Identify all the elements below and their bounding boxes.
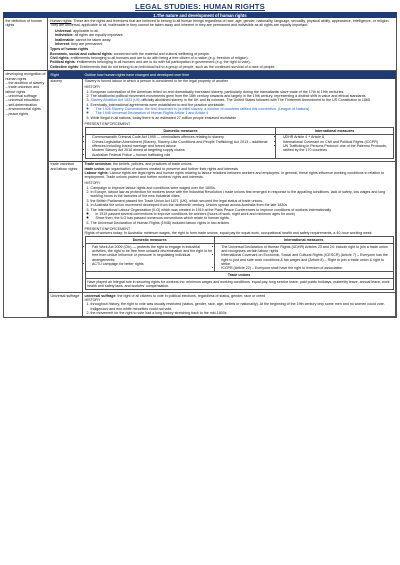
slavery-international-head: International measures <box>276 128 393 135</box>
trade-history-list <box>85 186 394 225</box>
type-item <box>50 65 394 69</box>
developing-item: – environmental rights <box>5 107 41 112</box>
definition-intro: Human rights: These are the rights and freedoms that are believed to belong to all human beings regardless of race, age, gender, nationality, language, sexuality, physical ability, appearance, intelligence, or religion. They are universal, applicable to all, inalienable in they cannot be taken away and inherent in they are permanent and indivisible as all rights are equally important. <box>50 19 390 28</box>
table-row-suffrage <box>49 292 396 316</box>
bullet-text: : they are permanent <box>69 41 103 46</box>
section-subtitle: 1.The nature and development of human rights <box>3 12 397 18</box>
bullet-text: : all rights are equally important. <box>72 33 124 38</box>
developing-left <box>4 71 48 317</box>
trade-content <box>83 161 396 292</box>
bullet-term: Universal <box>55 28 72 33</box>
definition-label: the definition of human rights <box>4 18 48 70</box>
slavery-history-sub-item: ◦ The 1926 Slavery Convention: the first document to prohibit slavery, a number of countries ratified this convention. (League of Nations) <box>96 107 394 111</box>
developing-item: – universal suffrage <box>5 94 37 98</box>
slavery-international-item: • UDHR Article 4 + Article 8 <box>283 135 391 139</box>
slavery-history-label: HISTORY <box>84 85 101 90</box>
suffrage-history-item: 1. throughout history, the right to vote was usually restricted (status, gender, race, age, beliefs or nationality). At the beginning of the 19th century only some men and no women could vote. Indigenous and non-white minorities could not vote. <box>91 302 394 311</box>
trade-domestic-cell <box>85 243 214 271</box>
slavery-domestic-cell <box>85 134 276 158</box>
table-head-right: Right <box>49 72 83 79</box>
slavery-domestic-item: • Australian Federal Police – human trafficking role <box>92 153 274 157</box>
slavery-domestic-item: • Modern Slavery Act 2018 aimed at targeting supply chains <box>92 148 274 152</box>
developing-items <box>6 81 46 116</box>
developing-item: – self-determination <box>5 102 38 107</box>
trade-def2: : an organisation of workers created to preserve and further their rights and interests <box>104 166 238 171</box>
slavery-present-label: PRESENT ENFORCEMENT <box>84 121 131 126</box>
slavery-international-cell <box>276 134 393 158</box>
table-row-trade <box>49 161 396 292</box>
suffrage-content <box>83 292 396 316</box>
type-text: : entitlements belonging to all humans and are to do with full participation in government (e.g. the right to vote). <box>74 60 251 65</box>
slavery-history-item: 1. European colonisation of the Americas relied on and dramatically increased slavery, particularly during the transatlantic slave trade of the 17th to 19th centuries. <box>91 90 394 94</box>
slavery-international-item: • UN Trafficking in Persons Protocol: one of the Palermo Protocols, ratified by the 170 countries <box>283 144 391 153</box>
types-heading: Types of human rights <box>50 47 89 52</box>
slavery-international-item: • International Covenant on Civil and Political Rights (ICCPR) <box>283 140 391 144</box>
type-term: Civil rights <box>50 56 69 60</box>
slavery-label: slavery <box>49 78 83 161</box>
slavery-domestic-item: • Crimes Legislation Amendment (Slavery, Slavery-Like Conditions and People Trafficking) Act 2013 – additional offences including forced marriage and forced labour <box>92 140 274 149</box>
suffrage-history-item: 2. the movement for the right to vote had a long history stretching back to the mid-1800s <box>91 311 394 315</box>
trade-domestic-head: Domestic measures <box>85 237 214 244</box>
slavery-history-item: 2. The abolitionist political movement movements grew from the 18th century onwards and largely in the 19th century, representing a distinct shift in value and ethical standards <box>91 94 394 98</box>
document-title: LEGAL STUDIES: HUMAN RIGHTS <box>135 2 265 11</box>
type-term: Collective rights <box>50 64 78 69</box>
developing-item: – the abolition of slavery <box>5 80 45 85</box>
suffrage-label: Universal suffrage <box>49 292 83 316</box>
bullet-term: Inalienable <box>55 37 74 42</box>
trade-def2-term: trade union <box>84 166 105 171</box>
trade-international-item: • International Covenant on Economic, Social and Cultural Rights (ICESCR) (Article 7) – Everyone has the right to just and safe work conditions & fair wages and (Article 8) – Right to join a trade union & right to strike. <box>221 253 391 266</box>
rights-table <box>48 71 396 317</box>
trade-international-item: • The Universal Declaration of Human Rights (UDHR) Articles 23 and 24: include right to join a trade union and recognises certain labour rights <box>221 245 391 254</box>
slavery-domestic-head: Domestic measures <box>85 128 276 135</box>
trade-history-label: HISTORY <box>84 181 101 186</box>
developing-table-wrap <box>48 71 396 317</box>
trade-history-sub-item: ◦ in 1919 passed several conventions to improve conditions for workers (hours of work, night work and minimum ages for work) <box>96 212 394 216</box>
suffrage-def: : the right of all citizens to vote in political elections, regardless of status, gender, race or creed <box>115 293 266 298</box>
type-text: : Entitlements that do not belong to an individual but to a group of people, such as the continued survival of a race of people. <box>77 64 276 69</box>
trade-measures-table <box>85 236 394 290</box>
type-text: : entitlements belonging to all humans and are to do with being a free citizen of a nation (e.g. freedom of religion). <box>68 56 249 60</box>
trade-international-cell <box>214 243 393 271</box>
type-term: Economic, social and cultural rights <box>50 51 112 56</box>
trade-history-sub <box>91 212 394 221</box>
trade-label: trade unionism and labour rights <box>49 161 83 292</box>
developing-section <box>3 71 397 318</box>
trade-def1-term: Trade unionism <box>84 162 112 167</box>
suffrage-history-list <box>85 302 394 315</box>
slavery-domestic-item: • Commonwealth Criminal Code Act 1995 — criminalises offences relating to slavery <box>92 135 274 139</box>
developing-item: – universal education <box>5 98 40 103</box>
trade-def3: : Labour rights are legal rights and human rights relating to labour relations between workers and employers. In general, these rights influence working conditions in relation to employment. Trade unions protect and further workers' rights and interests. <box>84 171 385 180</box>
slavery-content <box>83 78 396 161</box>
trade-unions-text: Have played an integral role in securing rights for workers inc: minimum wages and working conditions, equal pay, long service leave, paid public holidays, maternity leave, annual leave, work health and safety laws, and workers' compensation. <box>85 278 393 289</box>
definition-section <box>3 18 397 71</box>
bullet-text: : cannot be taken away. <box>73 37 112 42</box>
slavery-history-item: 4. Eventually, international agreements were established to end the practice worldwide: ◦ The 1926 Slavery Convention: the first document to prohibit slavery, a number of countries ratified this convention. (League of Nations) ◦ The 1948 Universal Declaration of Human Rights Article 1 and Article 4 <box>91 103 394 116</box>
types-list <box>50 52 394 70</box>
slavery-history-sub-item: ◦ The 1948 Universal Declaration of Human Rights Article 1 and Article 4 <box>96 111 394 115</box>
slavery-act-text: officially abolished slavery in the UK and its colonies. The United States followed with The Thirteenth Amendment to the US Constitution in 1865 <box>141 98 370 103</box>
slavery-act-link: Slavery Abolition Act 1833 (UK) <box>90 98 142 103</box>
slavery-intro: Slavery is forced labour in which a person is considered to be the legal property of another <box>84 79 229 84</box>
bullet-term: Inherent <box>55 41 70 46</box>
table-row-slavery <box>49 78 396 161</box>
trade-domestic-item: • Fair Work Act 2009 (Cth) — protects the right to engage in industrial activities, the right to be free from unlawful discrimination and the right to be free from undue influence or pressure in negotiating individual arrangements; <box>92 245 212 263</box>
trade-domestic-item: • ACTU campaign for better rights <box>92 262 212 266</box>
trade-history-item: 6. The Universal Declaration of Human Rights (1948) included labour rights in two articles. <box>91 221 394 225</box>
trade-history-item: 2. In Europe, labour law as protection for workers arose with the Industrial Revolution • trade unions first emerged in response to the appalling conditions, lack of safety, low wages and long working hours in the factories of the new industrial cities. <box>91 190 394 199</box>
suffrage-history-label: HISTORY <box>84 297 101 302</box>
bullet-term: Indivisible <box>55 33 73 38</box>
definition-intro-text: : These are the rights and freedoms that are believed to belong to all human beings regardless of race, age, gender, nationality, language, sexuality, physical ability, appearance, intelligence, or religion. They are universal, applicable to all, inalienable in they cannot be taken away and inherent in they are permanent and indivisible as all rights are equally important. <box>50 19 390 28</box>
developing-item: – peace rights <box>5 111 29 116</box>
developing-label: developing recognition of human rights <box>5 72 46 81</box>
trade-rights-workers: Rights of workers today: In Australia: minimum wages, the right to form trade unions, equal pay for equal work, occupational health and safety requirements, a 40-hour working week <box>84 230 372 235</box>
definition-bullets <box>50 29 394 47</box>
trade-history-item: 3. the British Parliament passed the Trade Union Act 1871 (UK), which secured the legal status of trade unions. <box>91 199 394 203</box>
trade-unions-head: Trade unions <box>85 272 393 279</box>
suffrage-def-term: universal suffrage <box>84 293 116 298</box>
bullet-text: : applicable to all. <box>71 28 99 33</box>
trade-history-item: 5. The International Labour Organization (ILO) which was created in 1919 at the Paris Peace Conferences to improve conditions of workers internationally ◦ in 1919 passed several conventions to improve conditions for workers (hours of work, night work and minimum ages for work) ◦ Since then, the ILO has passed numerous conventions which relate to human rights. <box>91 208 394 221</box>
slavery-measures-table <box>85 127 394 159</box>
trade-history-sub-item: ◦ Since then, the ILO has passed numerous conventions which relate to human rights. <box>96 216 394 220</box>
type-term: Political rights <box>50 60 75 65</box>
trade-present-label: PRESENT ENFORCEMENT <box>84 226 131 231</box>
slavery-history-item: 5. While illegal in all nations, today there is an estimated 27 million people enslaved worldwide <box>91 116 394 120</box>
trade-history-item: 1. Campaign to improve labour rights and conditions were waged over the 1800s. <box>91 186 394 190</box>
trade-international-item: • ICCPR (Article 22) – Everyone shall have the right to freedom of association <box>221 266 391 270</box>
slavery-history-list <box>85 90 394 121</box>
slavery-history-sub <box>91 107 394 116</box>
trade-history-item: 4. In Australia the union movement developed from the nineteenth century. Unions spread across Australia from the late 1830s <box>91 203 394 207</box>
definition-content <box>48 18 396 70</box>
trade-def1: : the beliefs, policies, and practices of trade unions. <box>111 162 193 167</box>
definition-bullet <box>55 42 394 46</box>
trade-def3-term: Labour rights <box>84 171 108 176</box>
developing-item: – trade unionism and labour rights <box>5 85 40 94</box>
table-head-outline: Outline how human rights have changed and developed over time <box>83 72 396 79</box>
trade-international-head: International measures <box>214 237 393 244</box>
type-text: : concerned with the material and cultural wellbeing of people. <box>111 51 211 56</box>
